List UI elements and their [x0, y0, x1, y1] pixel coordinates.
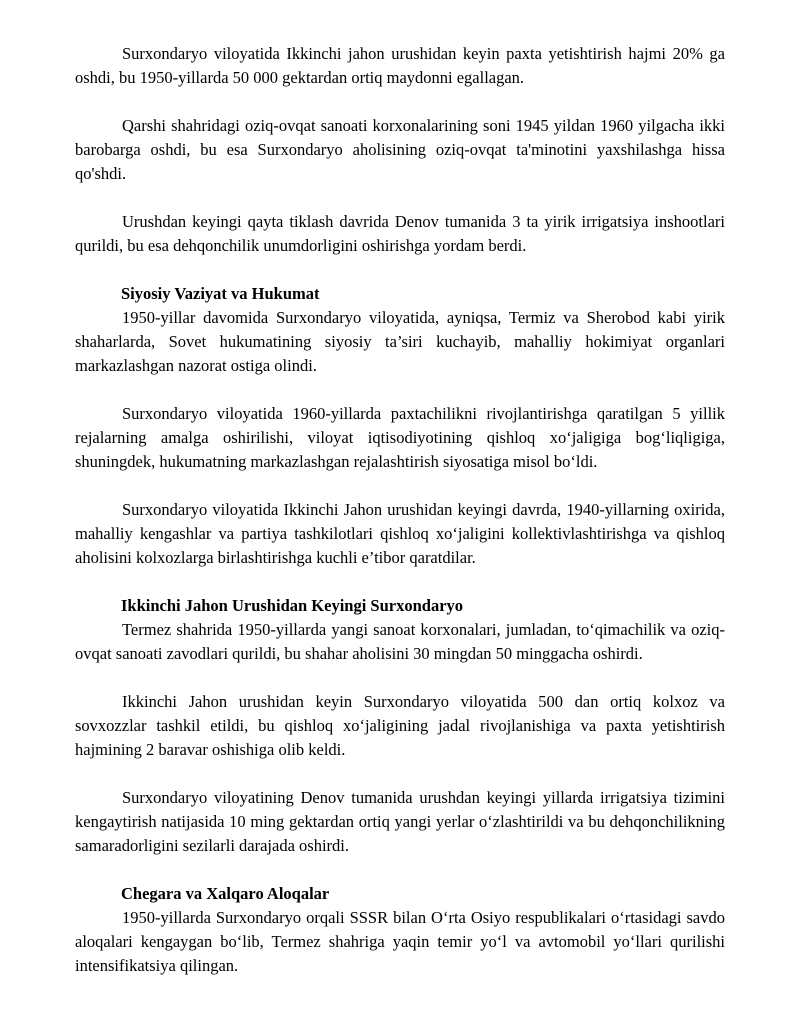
paragraph-gap [75, 90, 725, 114]
paragraph-trade-relations: 1950-yillarda Surxondaryo orqali SSSR bilan O‘rta Osiyo respublikalari o‘rtasidagi savdo aloqalari kengaygan bo‘lib, Termez shahriga yaqin temir yo‘l va avtomobil yo‘llari qurilishi intensifikatsiya qilingan. [75, 908, 725, 975]
paragraph-five-year-plans: Surxondaryo viloyatida 1960-yillarda paxtachilikni rivojlantirishga qaratilgan 5 yillik rejalarning amalga oshirilishi, viloyat iqtisodiyotining qishloq xo‘jaligiga bog‘liqligiga, shuningdek, hukumatning markazlashgan rejalashtirish siyosatiga misol bo‘ldi. [75, 404, 725, 471]
paragraph-gap [75, 378, 725, 402]
paragraph-gap [75, 666, 725, 690]
paragraph-gap [75, 570, 725, 594]
paragraph-food-industry: Qarshi shahridagi oziq-ovqat sanoati korxonalarining soni 1945 yildan 1960 yilgacha ikki barobarga oshdi, bu esa Surxondaryo aholisining oziq-ovqat ta'minotini yaxshilashga hissa qo'shdi. [75, 116, 725, 183]
paragraph-collectivization: Surxondaryo viloyatida Ikkinchi Jahon urushidan keyingi davrda, 1940-yillarning oxirida, mahalliy kengashlar va partiya tashkilotlari qishloq xo‘jaligini kollektivlashtirishga va qishloq aholisini kolxozlarga birlashtirishga kuchli e’tibor qaratdilar. [75, 500, 725, 567]
paragraph-gap [75, 258, 725, 282]
paragraph-irrigation-denov: Urushdan keyingi qayta tiklash davrida Denov tumanida 3 ta yirik irrigatsiya inshootlari qurildi, bu esa dehqonchilik unumdorligini oshirishga yordam berdi. [75, 212, 725, 255]
paragraph-cotton-production: Surxondaryo viloyatida Ikkinchi jahon urushidan keyin paxta yetishtirish hajmi 20% ga oshdi, bu 1950-yillarda 50 000 gektardan ortiq maydonni egallagan. [75, 44, 725, 87]
paragraph-soviet-influence: 1950-yillar davomida Surxondaryo viloyatida, ayniqsa, Termiz va Sherobod kabi yirik shaharlarda, Sovet hukumatining siyosiy ta’siri kuchayib, mahalliy hokimiyat organlari markazlashgan nazorat ostiga olindi. [75, 308, 725, 375]
section-heading-political: Siyosiy Vaziyat va Hukumat [121, 284, 320, 303]
paragraph-irrigation-expansion: Surxondaryo viloyatining Denov tumanida urushdan keyingi yillarda irrigatsiya tizimini kengaytirish natijasida 10 ming gektardan ortiq yangi yerlar o‘zlashtirildi va bu dehqonchilikning samaradorligini sezilarli darajada oshirdi. [75, 788, 725, 855]
paragraph-gap [75, 858, 725, 882]
paragraph-gap [75, 474, 725, 498]
paragraph-kolkhoz: Ikkinchi Jahon urushidan keyin Surxondaryo viloyatida 500 dan ortiq kolxoz va sovxozzlar tashkil etildi, bu qishloq xo‘jaligining jadal rivojlanishiga va paxta yetishtirish hajmining 2 baravar oshishiga olib keldi. [75, 692, 725, 759]
paragraph-termez-industry: Termez shahrida 1950-yillarda yangi sanoat korxonalari, jumladan, to‘qimachilik va oziq-ovqat sanoati zavodlari qurildi, bu shahar aholisini 30 mingdan 50 minggacha oshirdi. [75, 620, 725, 663]
paragraph-gap [75, 762, 725, 786]
section-heading-postwar: Ikkinchi Jahon Urushidan Keyingi Surxondaryo [121, 596, 464, 615]
paragraph-gap [75, 186, 725, 210]
section-heading-border: Chegara va Xalqaro Aloqalar [121, 884, 330, 903]
